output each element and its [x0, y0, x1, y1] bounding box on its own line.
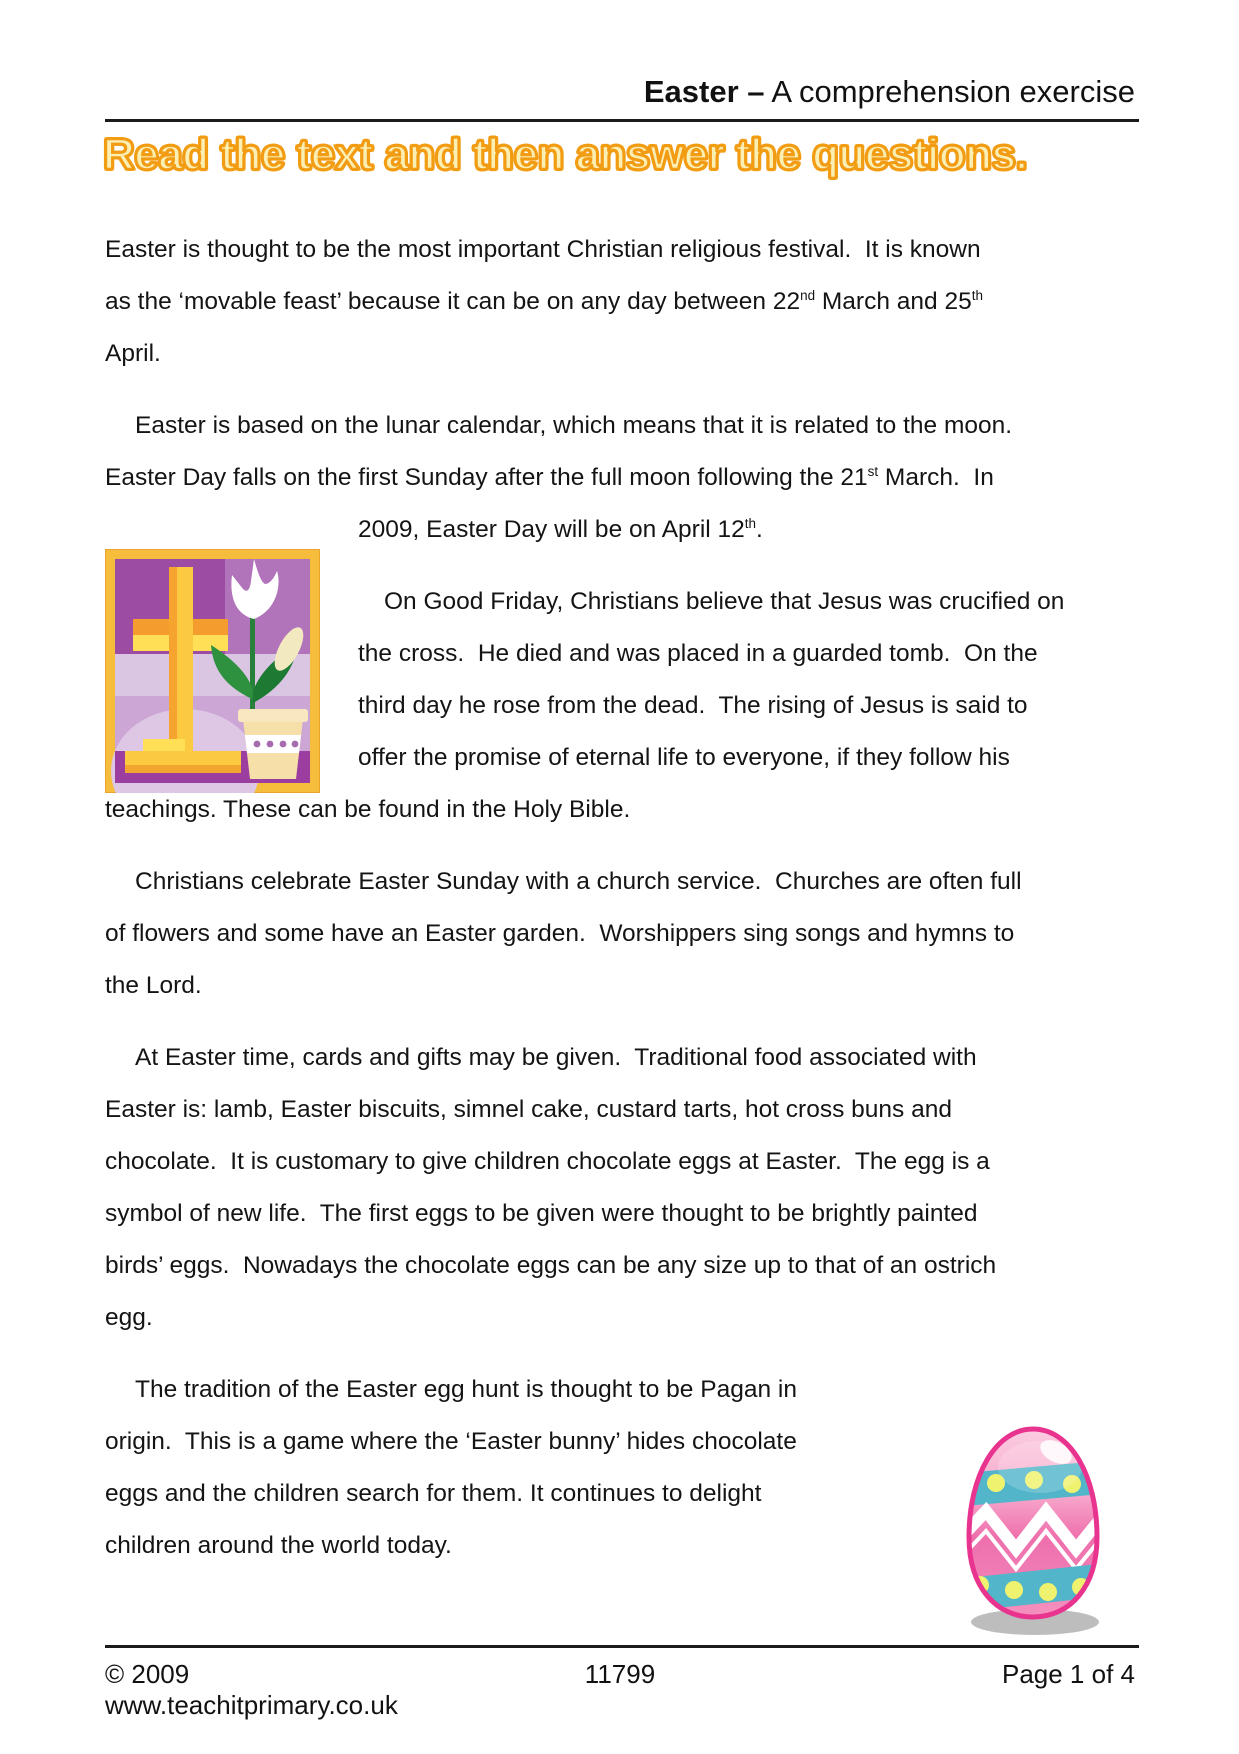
text-line: as the ‘movable feast’ because it can be on any day between 22nd March and 25th	[105, 287, 983, 315]
footer-document-id: 11799	[584, 1659, 656, 1689]
text-line: Easter is: lamb, Easter biscuits, simnel cake, custard tarts, hot cross buns and	[105, 1096, 952, 1123]
text-line: origin. This is a game where the ‘Easter bunny’ hides chocolate	[105, 1428, 797, 1455]
text-line: of flowers and some have an Easter garden. Worshippers sing songs and hymns to	[105, 920, 1015, 947]
article-paragraph	[105, 400, 1136, 556]
header-title	[105, 74, 1135, 110]
header-title-rest: A comprehension exercise	[764, 74, 1135, 109]
text-line: Easter is thought to be the most important Christian religious festival. It is known	[105, 236, 981, 263]
article	[105, 224, 1136, 1592]
footer-page-number: Page 1 of 4	[1001, 1659, 1135, 1689]
text-line: symbol of new life. The first eggs to be given were thought to be brightly painted	[105, 1200, 978, 1227]
text-line: Easter Day falls on the first Sunday after the full moon following the 21st March. In	[105, 463, 994, 491]
header-divider	[105, 119, 1139, 122]
cross-and-lily-image	[105, 549, 320, 793]
footer	[105, 1659, 1135, 1721]
text-line: the Lord.	[105, 972, 202, 999]
text-line: the cross. He died and was placed in a guarded tomb. On the	[358, 640, 1038, 667]
text-line: April.	[105, 340, 161, 367]
text-line: At Easter time, cards and gifts may be given. Traditional food associated with	[135, 1044, 977, 1071]
text-line: teachings. These can be found in the Holy Bible.	[105, 796, 631, 823]
text-line: eggs and the children search for them. It continues to delight	[105, 1480, 762, 1507]
text-line: Easter is based on the lunar calendar, which means that it is related to the moon.	[135, 412, 1013, 439]
text-line: birds’ eggs. Nowadays the chocolate eggs can be any size up to that of an ostrich	[105, 1252, 997, 1279]
text-line: 2009, Easter Day will be on April 12th.	[358, 515, 763, 543]
footer-copyright: © 2009 www.teachitprimary.co.uk	[105, 1659, 398, 1720]
text-line: Christians celebrate Easter Sunday with a church service. Churches are often full	[135, 868, 1022, 895]
easter-egg-image	[948, 1415, 1118, 1640]
instruction-heading: Read the text and then answer the questions.	[103, 130, 1028, 179]
text-line: offer the promise of eternal life to everyone, if they follow his	[358, 744, 1010, 771]
text-line: egg.	[105, 1304, 153, 1331]
article-paragraph	[105, 1032, 1136, 1344]
text-line: chocolate. It is customary to give children chocolate eggs at Easter. The egg is a	[105, 1148, 990, 1175]
header-title-bold: Easter –	[643, 74, 765, 109]
text-line: children around the world today.	[105, 1532, 452, 1559]
text-line: The tradition of the Easter egg hunt is thought to be Pagan in	[135, 1376, 797, 1403]
text-line: third day he rose from the dead. The rising of Jesus is said to	[358, 692, 1028, 719]
footer-divider	[105, 1645, 1139, 1648]
article-paragraph	[105, 224, 1136, 380]
text-line: On Good Friday, Christians believe that Jesus was crucified on	[384, 588, 1065, 615]
article-paragraph	[105, 856, 1136, 1012]
